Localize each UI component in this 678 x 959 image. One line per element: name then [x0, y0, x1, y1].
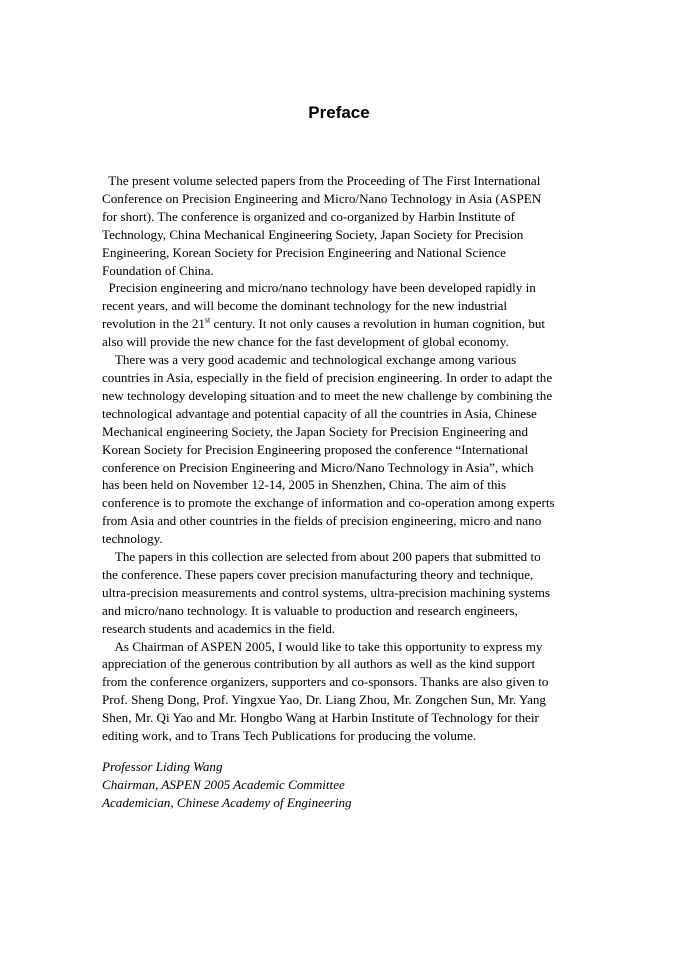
text-line: the conference. These papers cover precision manufacturing theory and technique,: [102, 566, 534, 582]
text-line: Conference on Precision Engineering and Micro/Nano Technology in Asia (ASPEN: [102, 190, 542, 206]
preface-body: [102, 172, 582, 745]
text-line: There was a very good academic and technological exchange among various: [102, 352, 517, 368]
text-line: from Asia and other countries in the fields of precision engineering, micro and nano: [102, 513, 542, 529]
text-line: for short). The conference is organized and co-organized by Harbin Institute of: [102, 208, 516, 224]
text-line: research students and academics in the field.: [102, 620, 336, 636]
text-line: appreciation of the generous contribution by all authors as well as the kind support: [102, 656, 536, 672]
text-line: ultra-precision measurements and control systems, ultra-precision machining systems: [102, 584, 550, 600]
text-line: new technology developing situation and to meet the new challenge by combining the: [102, 387, 553, 403]
text-line: Foundation of China.: [102, 262, 214, 278]
ordinal-superscript: st: [204, 315, 211, 325]
text-line: also will provide the new chance for the fast development of global economy.: [102, 334, 509, 350]
paragraph-2: [102, 279, 582, 351]
page-title: Preface: [308, 103, 370, 122]
text-line: from the conference organizers, supporters and co-sponsors. Thanks are also given to: [102, 674, 549, 690]
text-line: Mechanical engineering Society, the Japan Society for Precision Engineering and: [102, 423, 529, 439]
text-fragment: century. It not only causes a revolution in human cognition, but: [210, 316, 546, 332]
signature-name: Professor Liding Wang: [102, 759, 223, 774]
text-line: Korean Society for Precision Engineering proposed the conference “International: [102, 441, 529, 457]
paragraph-1: [102, 172, 582, 279]
text-line: editing work, and to Trans Tech Publications for producing the volume.: [102, 728, 477, 744]
text-line: conference is to promote the exchange of information and co-operation among experts: [102, 495, 555, 511]
paragraph-5: [102, 638, 582, 745]
text-line: conference on Precision Engineering and Micro/Nano Technology in Asia”, which: [102, 459, 534, 475]
text-line: Precision engineering and micro/nano technology have been developed rapidly in: [102, 280, 536, 296]
paragraph-4: [102, 548, 582, 638]
text-line: Engineering, Korean Society for Precision Engineering and National Science: [102, 244, 506, 260]
text-line: Prof. Sheng Dong, Prof. Yingxue Yao, Dr. Liang Zhou, Mr. Zongchen Sun, Mr. Yang: [102, 692, 546, 708]
text-line: and micro/nano technology. It is valuable to production and research engineers,: [102, 602, 518, 618]
text-line: Technology, China Mechanical Engineering Society, Japan Society for Precision: [102, 226, 524, 242]
signature-block: [102, 758, 582, 812]
text-fragment: revolution in the 21: [102, 316, 205, 332]
text-line: technological advantage and potential capacity of all the countries in Asia, Chinese: [102, 405, 537, 421]
text-line: As Chairman of ASPEN 2005, I would like to take this opportunity to express my: [102, 638, 543, 654]
text-line: The papers in this collection are selected from about 200 papers that submitted to: [102, 549, 541, 565]
text-line: technology.: [102, 531, 163, 547]
text-line: The present volume selected papers from the Proceeding of The First International: [102, 173, 541, 188]
text-line: Shen, Mr. Qi Yao and Mr. Hongbo Wang at Harbin Institute of Technology for their: [102, 710, 539, 726]
signature-affiliation: Academician, Chinese Academy of Engineering: [102, 795, 352, 810]
text-line: countries in Asia, especially in the field of precision engineering. In order to adapt the: [102, 369, 553, 385]
text-line: has been held on November 12-14, 2005 in Shenzhen, China. The aim of this: [102, 477, 507, 493]
signature-role: Chairman, ASPEN 2005 Academic Committee: [102, 777, 345, 792]
paragraph-3: [102, 351, 582, 548]
text-line-with-superscript: [102, 315, 582, 333]
text-line: recent years, and will become the dominant technology for the new industrial: [102, 298, 508, 314]
